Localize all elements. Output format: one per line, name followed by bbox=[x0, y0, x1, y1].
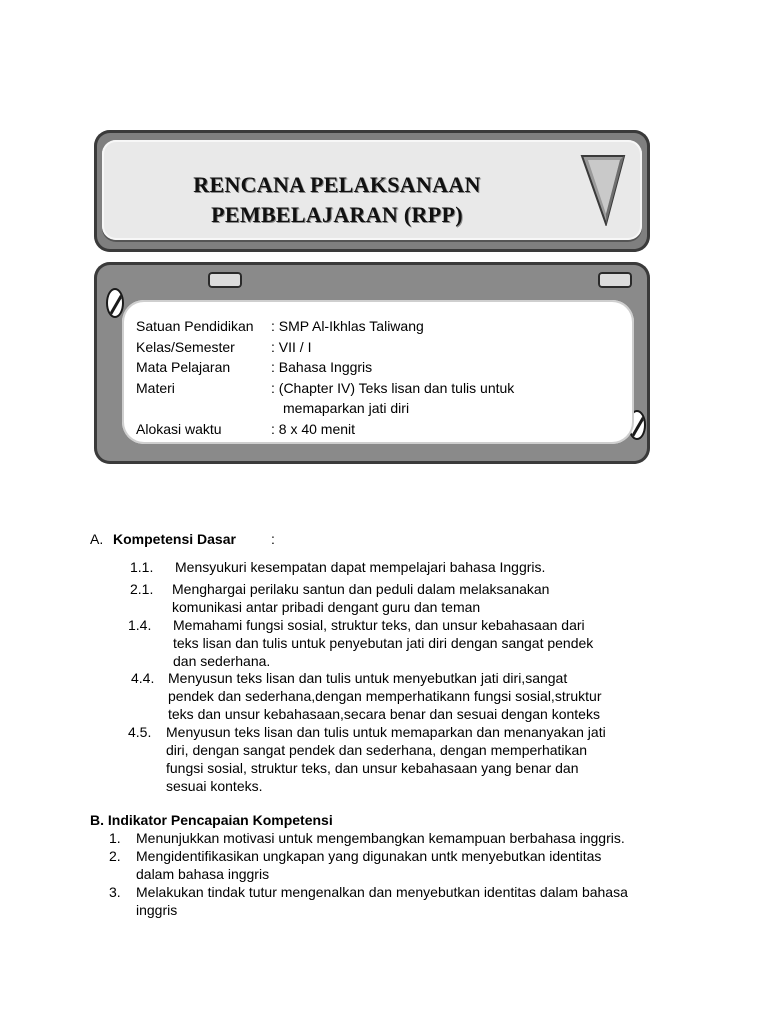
title-banner bbox=[94, 130, 650, 252]
kd-text: teks lisan dan tulis untuk penyebutan jati diri dengan sangat pendek bbox=[173, 635, 594, 651]
identity-label: Mata Pelajaran bbox=[136, 359, 231, 375]
kd-text: Menyusun teks lisan dan tulis untuk menyebutkan jati diri,sangat bbox=[168, 670, 568, 686]
triangle-arrow-icon bbox=[580, 154, 626, 226]
section-a-title: Kompetensi Dasar bbox=[113, 531, 236, 547]
document-title-line-2: PEMBELAJARAN (RPP) bbox=[211, 202, 463, 227]
identity-value: : VII / I bbox=[271, 338, 312, 355]
kd-number: 4.5. bbox=[128, 724, 152, 740]
indicator-number: 1. bbox=[109, 830, 121, 846]
kd-text: Menyusun teks lisan dan tulis untuk memaparkan dan menanyakan jati bbox=[166, 724, 606, 740]
indicator-text: Menunjukkan motivasi untuk mengembangkan kemampuan berbahasa inggris. bbox=[136, 830, 625, 846]
kd-number: 1.4. bbox=[128, 617, 152, 633]
indicator-text: Melakukan tindak tutur mengenalkan dan menyebutkan identitas dalam bahasa bbox=[136, 884, 628, 900]
identity-value: : Bahasa Inggris bbox=[271, 359, 373, 375]
kd-text: pendek dan sederhana,dengan memperhatikann fungsi sosial,struktur bbox=[168, 688, 602, 704]
tab-right-decoration bbox=[598, 272, 632, 288]
identity-value-continuation: memaparkan jati diri bbox=[283, 400, 410, 416]
identity-label: Kelas/Semester bbox=[136, 338, 235, 355]
identity-value: : (Chapter IV) Teks lisan dan tulis untuk bbox=[271, 379, 515, 396]
indicator-text: Mengidentifikasikan ungkapan yang digunakan untk menyebutkan identitas bbox=[136, 848, 602, 864]
indicator-number: 3. bbox=[109, 884, 121, 900]
indicator-number: 2. bbox=[109, 848, 121, 864]
tab-left-decoration bbox=[208, 272, 242, 288]
indicator-text: inggris bbox=[136, 902, 178, 918]
kd-text: fungsi sosial, struktur teks, dan unsur kebahasaan yang benar dan bbox=[166, 760, 579, 776]
kd-number: 1.1. bbox=[130, 559, 154, 575]
section-a-letter: A. bbox=[90, 531, 104, 547]
kd-number: 4.4. bbox=[131, 670, 155, 686]
kd-text: komunikasi antar pribadi dengant guru dan teman bbox=[172, 599, 481, 615]
screw-icon bbox=[106, 288, 124, 318]
kd-text: dan sederhana. bbox=[173, 653, 271, 669]
kd-text: diri, dengan sangat pendek dan sederhana, dengan memperhatikan bbox=[166, 742, 588, 758]
kd-text: Mensyukuri kesempatan dapat mempelajari bahasa Inggris. bbox=[175, 559, 546, 575]
title-banner-panel bbox=[102, 140, 642, 240]
document-title-line-1: RENCANA PELAKSANAAN bbox=[193, 172, 481, 197]
kd-text: sesuai konteks. bbox=[166, 778, 263, 794]
identity-label: Satuan Pendidikan bbox=[136, 318, 254, 334]
kd-text: Menghargai perilaku santun dan peduli dalam melaksanakan bbox=[172, 581, 550, 597]
identity-label: Alokasi waktu bbox=[136, 420, 222, 437]
kd-text: teks dan unsur kebahasaan,secara benar dan sesuai dengan konteks bbox=[168, 706, 600, 722]
section-b-title: B. Indikator Pencapaian Kompetensi bbox=[90, 812, 333, 828]
indicator-text: dalam bahasa inggris bbox=[136, 866, 270, 882]
section-a-colon: : bbox=[271, 531, 275, 547]
document-title bbox=[102, 170, 572, 230]
kd-text: Memahami fungsi sosial, struktur teks, dan unsur kebahasaan dari bbox=[173, 617, 585, 633]
kd-number: 2.1. bbox=[130, 581, 154, 597]
identity-value: : 8 x 40 menit bbox=[271, 420, 356, 437]
identity-label: Materi bbox=[136, 379, 175, 396]
identity-value: : SMP Al-Ikhlas Taliwang bbox=[271, 318, 424, 334]
